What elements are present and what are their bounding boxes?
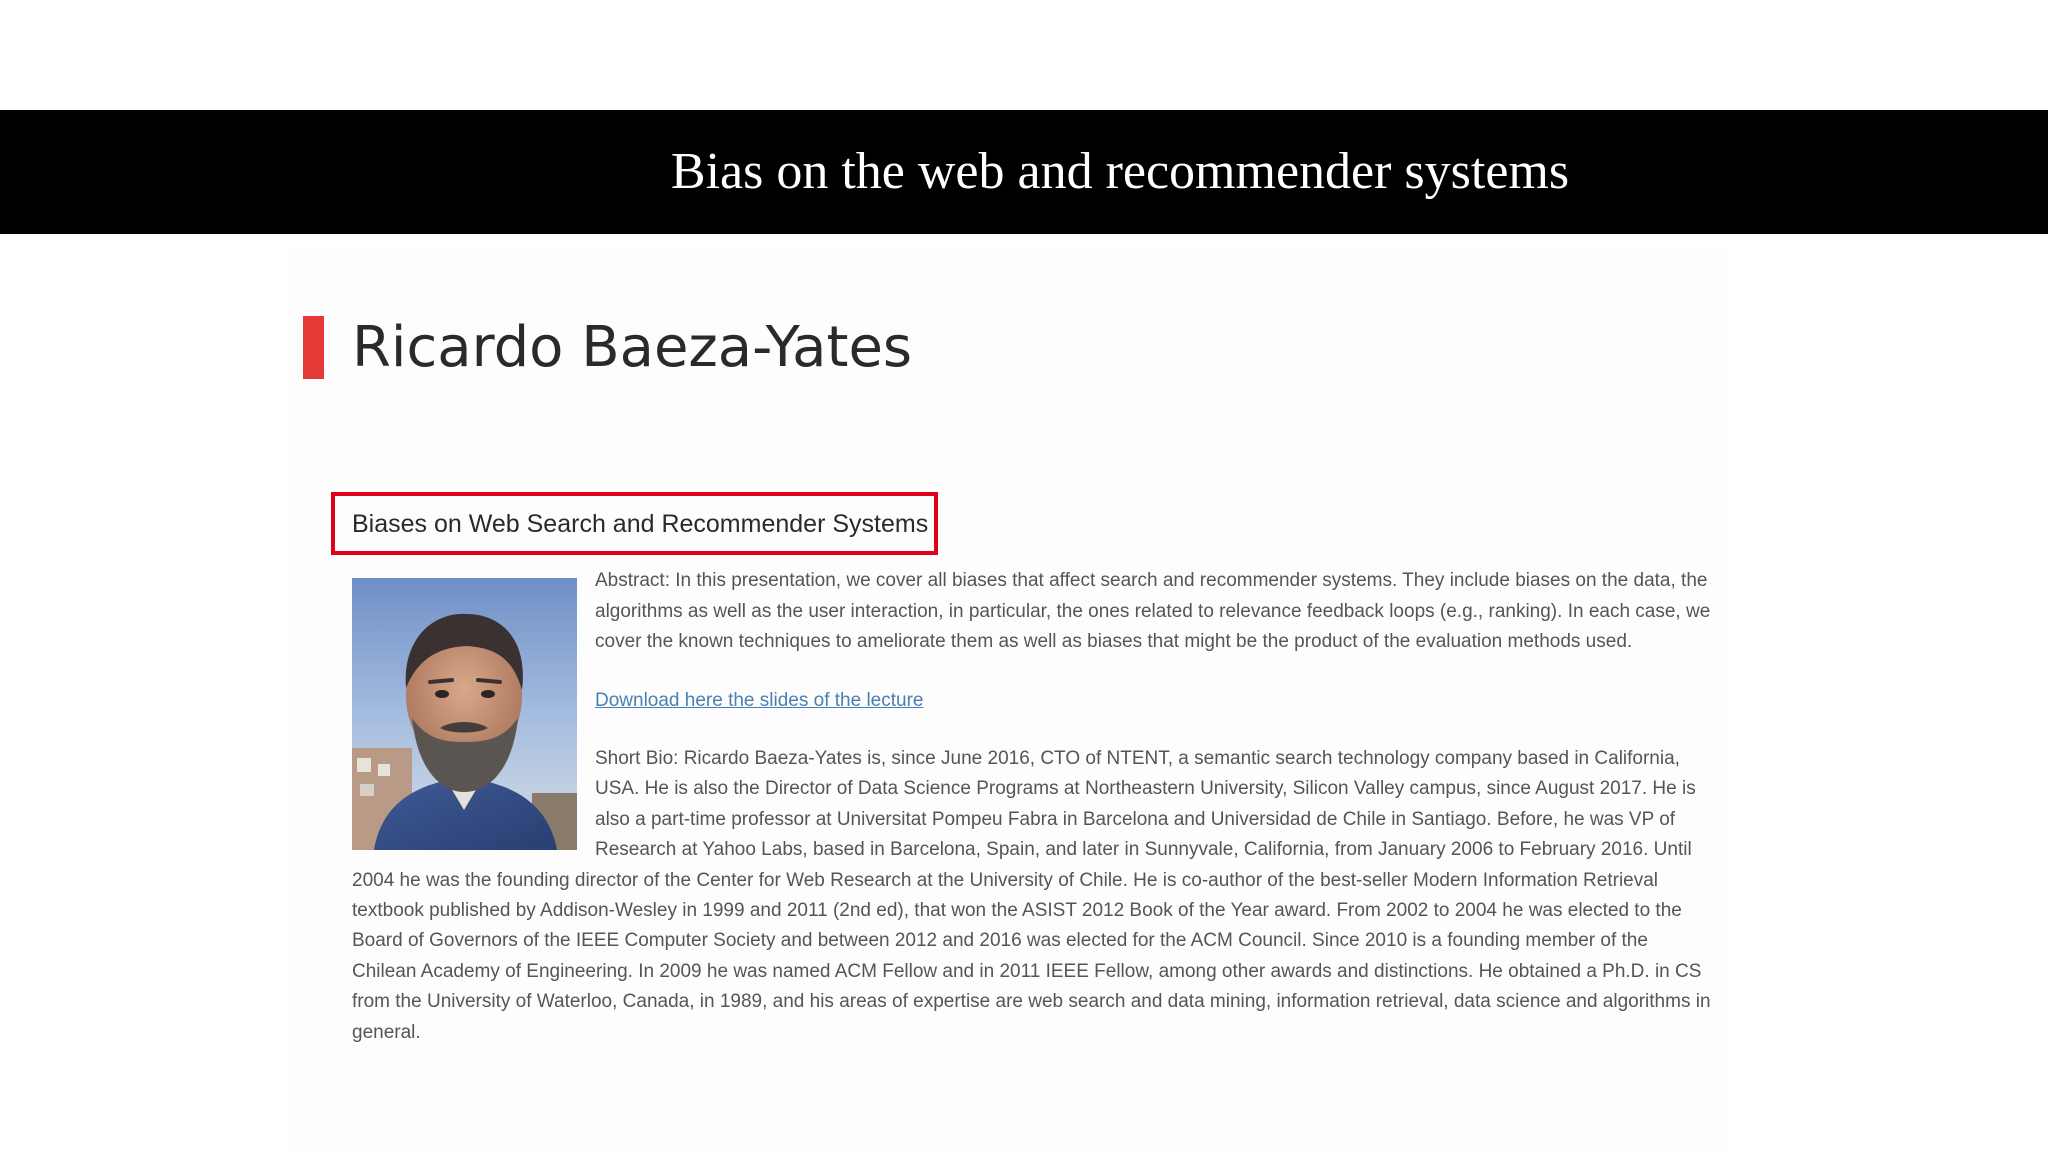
short-bio-text: Short Bio: Ricardo Baeza-Yates is, since June 2016, CTO of NTENT, a semantic search technology company based in California, USA. He is also the Director of Data Science Programs at Northeastern University, Silicon Valley campus, since August 2017. He is also a part-time professor at Universitat Pompeu Fabra in Barcelona and Universidad de Chile in Santiago. Before, he was VP of Research at Yahoo Labs, based in Barcelona, Spain, and later in Sunnyvale, California, from January 2006 to February 2016. Until 2004 he was the founding director of the Center for Web Research at the University of Chile. He is co-author of the best-seller Modern Information Retrieval textbook published by Addison-Wesley in 1999 and 2011 (2nd ed), that won the ASIST 2012 Book of the Year award. From 2002 to 2004 he was elected to the Board of Governors of the IEEE Computer Society and between 2012 and 2016 was elected for the ACM Council. Since 2010 is a founding member of the Chilean Academy of Engineering. In 2009 he was named ACM Fellow and in 2011 IEEE Fellow, among other awards and distinctions. He obtained a Ph.D. in CS from the University of Waterloo, Canada, in 1989, and his areas of expertise are web search and data mining, information retrieval, data science and algorithms in general. <box>352 748 1711 1043</box>
talk-title: Biases on Web Search and Recommender Systems <box>352 510 929 538</box>
name-accent-bar <box>303 316 324 379</box>
title-bar <box>0 110 2048 234</box>
talk-abstract: Abstract: In this presentation, we cover all biases that affect search and recommender systems. They include biases on the data, the algorithms as well as the user interaction, in particular, the ones related to relevance feedback loops (e.g., ranking). In each case, we cover the known techniques to ameliorate them as well as biases that might be the product of the evaluation methods used. <box>595 570 1711 652</box>
talk-title-highlight <box>331 492 938 555</box>
slide-title: Bias on the web and recommender systems <box>670 143 1570 200</box>
speaker-name: Ricardo Baeza-Yates <box>352 315 913 380</box>
download-slides-link[interactable]: Download here the slides of the lecture <box>595 690 924 711</box>
photo-wrap-gap <box>352 744 595 865</box>
speaker-short-bio <box>352 744 1717 1048</box>
